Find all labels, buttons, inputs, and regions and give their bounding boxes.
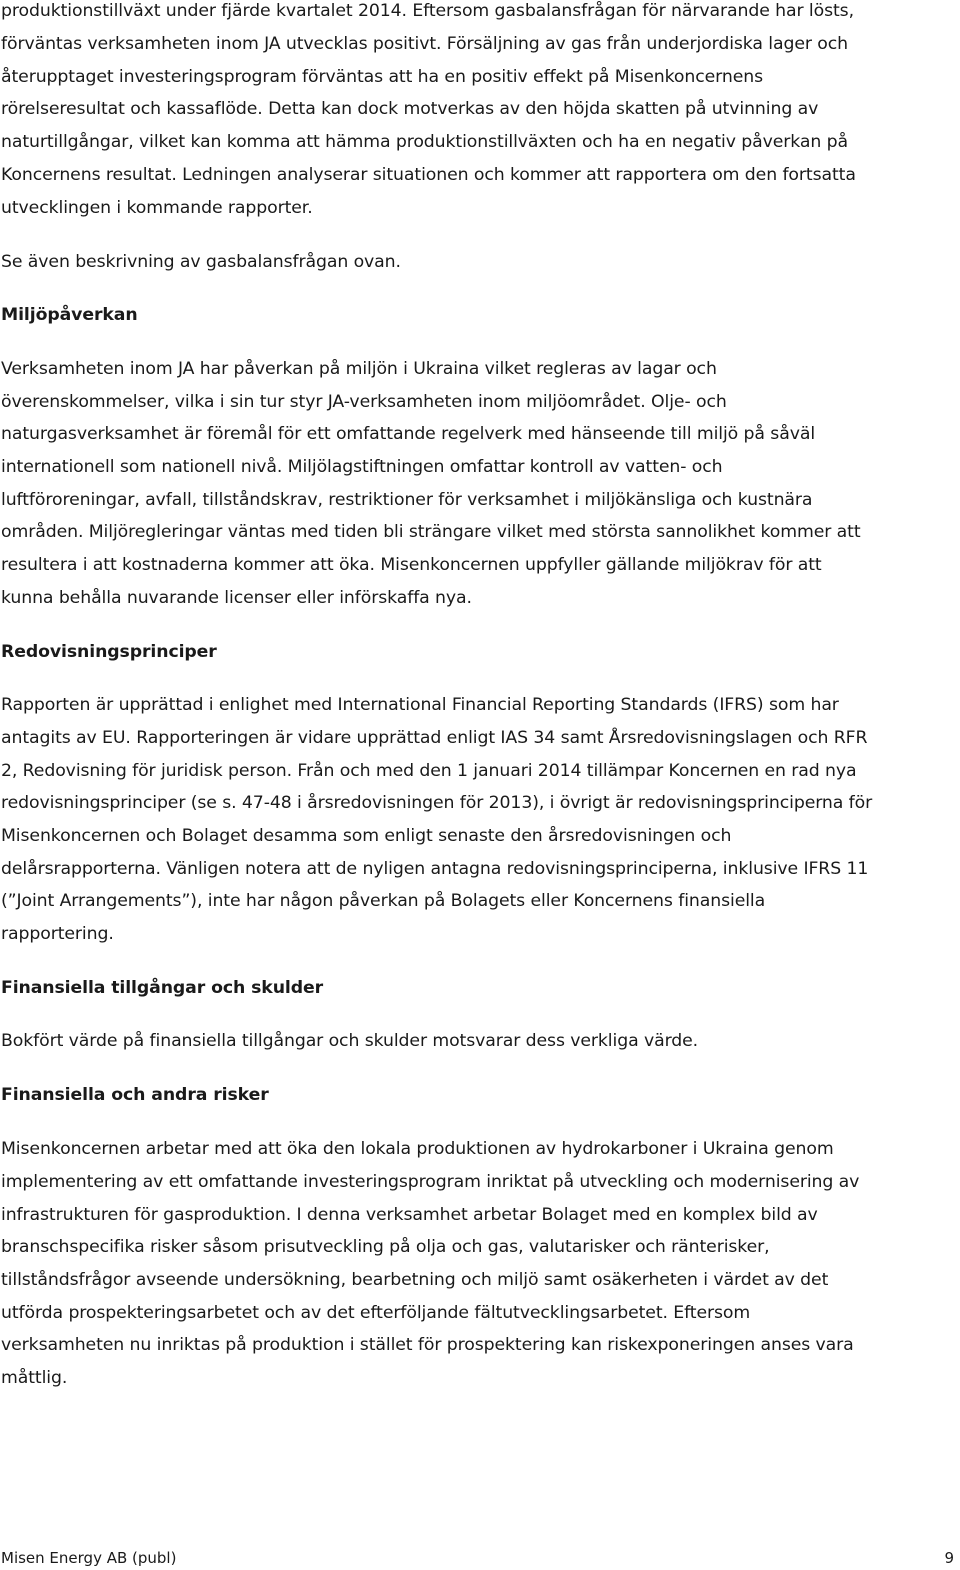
text-line: utförda prospekteringsarbetet och av det efterföljande fältutvecklingsarbetet. Eftersom	[1, 1303, 751, 1323]
text-line: Se även beskrivning av gasbalansfrågan ovan.	[1, 252, 401, 272]
text-line: förväntas verksamheten inom JA utvecklas positivt. Försäljning av gas från underjordiska lager och	[1, 34, 849, 54]
footer-divider	[0, 1544, 960, 1545]
text-line: kunna behålla nuvarande licenser eller införskaffa nya.	[1, 588, 472, 608]
heading-finansiella-risker: Finansiella och andra risker	[1, 1085, 269, 1105]
text-line: (”Joint Arrangements”), inte har någon påverkan på Bolagets eller Koncernens finansiella	[1, 891, 766, 911]
footer-page-number: 9	[944, 1549, 954, 1567]
text-line: naturgasverksamhet är föremål för ett omfattande regelverk med hänseende till miljö på såväl	[1, 424, 816, 444]
text-line: produktionstillväxt under fjärde kvartalet 2014. Eftersom gasbalansfrågan för närvarande har lösts,	[1, 1, 854, 21]
text-line: överenskommelser, vilka i sin tur styr JA-verksamheten inom miljöområdet. Olje- och	[1, 392, 727, 412]
text-line: rörelseresultat och kassaflöde. Detta kan dock motverkas av den höjda skatten på utvinning av	[1, 99, 819, 119]
text-line: Misenkoncernen och Bolaget desamma som enligt senaste den årsredovisningen och	[1, 826, 732, 846]
text-line: Koncernens resultat. Ledningen analyserar situationen och kommer att rapportera om den fortsatta	[1, 165, 856, 185]
text-line: branschspecifika risker såsom prisutveckling på olja och gas, valutarisker och ränterisker,	[1, 1237, 770, 1257]
text-line: infrastrukturen för gasproduktion. I denna verksamhet arbetar Bolaget med en komplex bild av	[1, 1205, 818, 1225]
text-line: rapportering.	[1, 924, 114, 944]
text-line: Verksamheten inom JA har påverkan på miljön i Ukraina vilket regleras av lagar och	[1, 359, 717, 379]
heading-finansiella-tillgangar: Finansiella tillgångar och skulder	[1, 978, 324, 998]
text-line: Bokfört värde på finansiella tillgångar och skulder motsvarar dess verkliga värde.	[1, 1031, 699, 1051]
text-line: 2, Redovisning för juridisk person. Från och med den 1 januari 2014 tillämpar Koncernen en rad nya	[1, 761, 857, 781]
text-line: antagits av EU. Rapporteringen är vidare upprättad enligt IAS 34 samt Årsredovisningslagen och RFR	[1, 728, 868, 748]
text-line: redovisningsprinciper (se s. 47-48 i årsredovisningen för 2013), i övrigt är redovisningsprinciperna för	[1, 793, 873, 813]
text-line: delårsrapporterna. Vänligen notera att de nyligen antagna redovisningsprinciperna, inklusive IFRS 11	[1, 859, 869, 879]
text-line: luftföroreningar, avfall, tillståndskrav, restriktioner för verksamhet i miljökänsliga och kustnära	[1, 490, 813, 510]
text-line: utvecklingen i kommande rapporter.	[1, 198, 313, 218]
text-line: Misenkoncernen arbetar med att öka den lokala produktionen av hydrokarboner i Ukraina genom	[1, 1139, 834, 1159]
text-line: Rapporten är upprättad i enlighet med International Financial Reporting Standards (IFRS) som har	[1, 695, 839, 715]
text-line: naturtillgångar, vilket kan komma att hämma produktionstillväxten och ha en negativ påverkan på	[1, 132, 849, 152]
text-line: resultera i att kostnaderna kommer att öka. Misenkoncernen uppfyller gällande miljökrav för att	[1, 555, 822, 575]
text-line: måttlig.	[1, 1368, 68, 1388]
text-line: återupptaget investeringsprogram förväntas att ha en positiv effekt på Misenkoncernens	[1, 67, 763, 87]
footer-company: Misen Energy AB (publ)	[1, 1549, 177, 1567]
text-line: områden. Miljöregleringar väntas med tiden bli strängare vilket med största sannolikhet kommer att	[1, 522, 861, 542]
text-line: implementering av ett omfattande investeringsprogram inriktat på utveckling och modernisering av	[1, 1172, 860, 1192]
heading-redovisningsprinciper: Redovisningsprinciper	[1, 642, 217, 662]
text-line: internationell som nationell nivå. Miljölagstiftningen omfattar kontroll av vatten- och	[1, 457, 723, 477]
text-line: tillståndsfrågor avseende undersökning, bearbetning och miljö samt osäkerheten i värdet av det	[1, 1270, 829, 1290]
text-line: verksamheten nu inriktas på produktion i stället för prospektering kan riskexponeringen anses vara	[1, 1335, 854, 1355]
heading-miljopaverkan: Miljöpåverkan	[1, 305, 138, 325]
